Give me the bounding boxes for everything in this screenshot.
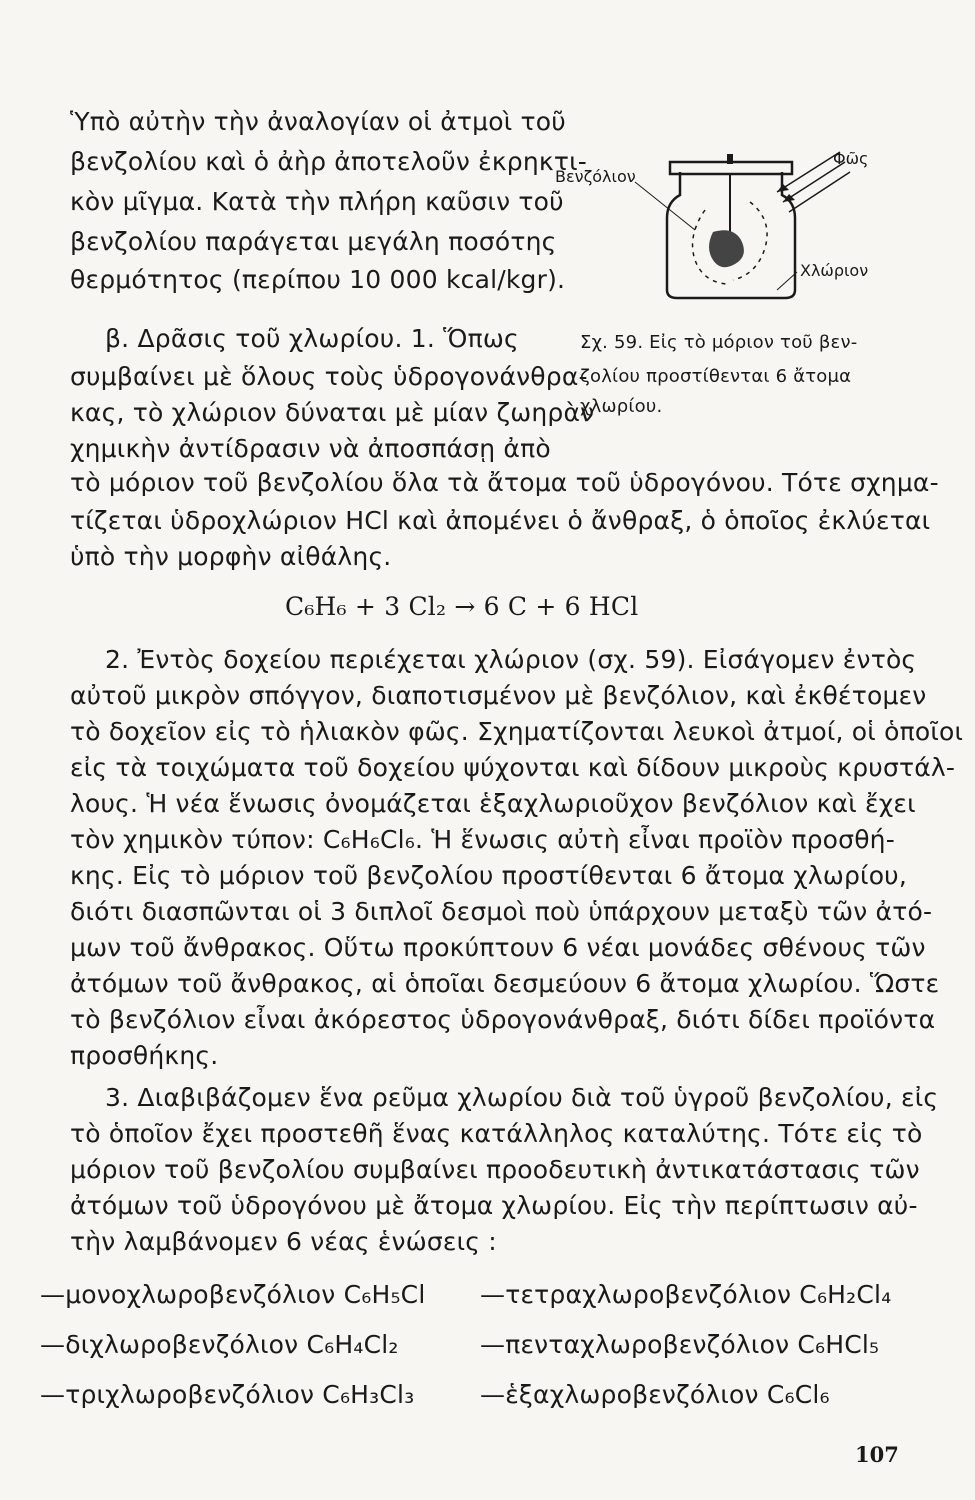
compound-tetra: —τετραχλωροβενζόλιον C₆H₂Cl₄ <box>480 1280 892 1309</box>
para2-line-3: τὸ δοχεῖον εἰς τὸ ἡλιακὸν φῶς. Σχηματίζονται λευκοὶ ἀτμοί, οἱ ὁποῖοι <box>70 717 964 746</box>
para3-line-4: ἀτόμων τοῦ ὑδρογόνου μὲ ἄτομα χλωρίου. Εἰς τὴν περίπτωσιν αὐ- <box>70 1191 918 1220</box>
para2-line-10: ἀτόμων τοῦ ἄνθρακος, αἱ ὁποῖαι δεσμεύουν 6 ἄτομα χλωρίου. Ὥστε <box>70 969 940 998</box>
caption-line-1: Σχ. 59. Εἰς τὸ μόριον τοῦ βεν- <box>580 332 858 353</box>
para2-line-8: διότι διασπῶνται οἱ 3 διπλοῖ δεσμοὶ ποὺ ὑπάρχουν μεταξὺ τῶν ἀτό- <box>70 897 933 926</box>
para3-line-5: τὴν λαμβάνομεν 6 νέας ἑνώσεις : <box>70 1227 497 1256</box>
sectionb-line-2: συμβαίνει μὲ ὅλους τοὺς ὑδρογονάνθρα- <box>70 362 588 391</box>
compound-mono: —μονοχλωροβενζόλιον C₆H₅Cl <box>40 1280 426 1309</box>
sponge <box>709 230 744 267</box>
label-benzene: Βενζόλιον <box>555 167 636 186</box>
compound-hexa: —ἑξαχλωροβενζόλιον C₆Cl₆ <box>480 1380 830 1409</box>
para2-line-7: κης. Εἰς τὸ μόριον τοῦ βενζολίου προστίθενται 6 ἄτομα χλωρίου, <box>70 861 907 890</box>
para2-line-4: εἰς τὰ τοιχώματα τοῦ δοχείου ψύχονται καὶ δίδουν μικροὺς κρυστάλ- <box>70 753 956 782</box>
sectionb-line-3: κας, τὸ χλώριον δύναται μὲ μίαν ζωηρὰν <box>70 398 595 427</box>
figure-59-diagram <box>545 140 890 330</box>
caption-line-3: χλωρίου. <box>580 396 663 417</box>
sectionb-full-line-1: τὸ μόριον τοῦ βενζολίου ὅλα τὰ ἄτομα τοῦ ὑδρογόνου. Τότε σχημα- <box>70 468 939 497</box>
compound-tri: —τριχλωροβενζόλιον C₆H₃Cl₃ <box>40 1380 415 1409</box>
sectionb-full-line-3: ὑπὸ τὴν μορφὴν αἰθάλης. <box>70 542 392 571</box>
lid-knob <box>727 154 733 164</box>
caption-line-2: ζολίου προστίθενται 6 ἄτομα <box>580 366 852 387</box>
para2-line-12: προσθήκης. <box>70 1041 219 1070</box>
sectionb-line-4: χημικὴν ἀντίδρασιν νὰ ἀποσπάσῃ ἀπὸ <box>70 434 551 463</box>
compound-di: —διχλωροβενζόλιον C₆H₄Cl₂ <box>40 1330 399 1359</box>
compound-penta: —πενταχλωροβενζόλιον C₆HCl₅ <box>480 1330 880 1359</box>
para1-line-5: θερμότητος (περίπου 10 000 kcal/kgr). <box>70 265 566 294</box>
para1-line-1: Ὑπὸ αὐτὴν τὴν ἀναλογίαν οἱ ἀτμοὶ τοῦ <box>70 107 566 136</box>
para1-line-3: κὸν μῖγμα. Κατὰ τὴν πλήρη καῦσιν τοῦ <box>70 187 564 216</box>
equation-benzene-chlorine: C₆H₆ + 3 Cl₂ → 6 C + 6 HCl <box>285 592 639 621</box>
para1-line-2: βενζολίου καὶ ὁ ἀὴρ ἀποτελοῦν ἐκρηκτι- <box>70 147 587 176</box>
para2-line-2: αὐτοῦ μικρὸν σπόγγον, διαποτισμένον μὲ βενζόλιον, καὶ ἐκθέτομεν <box>70 681 927 710</box>
benzene-leader-line <box>635 182 695 230</box>
label-chlorine: Χλώριον <box>800 261 869 280</box>
para2-line-6: τὸν χημικὸν τύπον: C₆H₆Cl₆. Ἡ ἕνωσις αὐτὴ εἶναι προϊὸν προσθή- <box>70 825 895 854</box>
sectionb-full-line-2: τίζεται ὑδροχλώριον HCl καὶ ἀπομένει ὁ ἄνθραξ, ὁ ὁποῖος ἐκλύεται <box>70 506 931 535</box>
para3-line-1: 3. Διαβιβάζομεν ἕνα ρεῦμα χλωρίου διὰ τοῦ ὑγροῦ βενζολίου, εἰς <box>105 1083 939 1112</box>
page-number: 107 <box>855 1442 899 1467</box>
label-light: Φῶς <box>833 149 869 168</box>
para2-line-1: 2. Ἐντὸς δοχείου περιέχεται χλώριον (σχ. 59). Εἰσάγομεν ἐντὸς <box>105 645 917 674</box>
para2-line-9: μων τοῦ ἄνθρακος. Οὕτω προκύπτουν 6 νέαι μονάδες σθένους τῶν <box>70 933 926 962</box>
para3-line-3: μόριον τοῦ βενζολίου συμβαίνει προοδευτικὴ ἀντικατάστασις τῶν <box>70 1155 920 1184</box>
para1-line-4: βενζολίου παράγεται μεγάλη ποσότης <box>70 227 557 256</box>
para2-line-11: τὸ βενζόλιον εἶναι ἀκόρεστος ὑδρογονάνθραξ, διότι δίδει προϊόντα <box>70 1005 936 1034</box>
para3-line-2: τὸ ὁποῖον ἔχει προστεθῆ ἕνας κατάλληλος καταλύτης. Τότε εἰς τὸ <box>70 1119 923 1148</box>
sectionb-line-1: β. Δρᾶσις τοῦ χλωρίου. 1. Ὅπως <box>105 324 519 353</box>
para2-line-5: λους. Ἡ νέα ἕνωσις ὀνομάζεται ἑξαχλωριοῦχον βενζόλιον καὶ ἔχει <box>70 789 916 818</box>
